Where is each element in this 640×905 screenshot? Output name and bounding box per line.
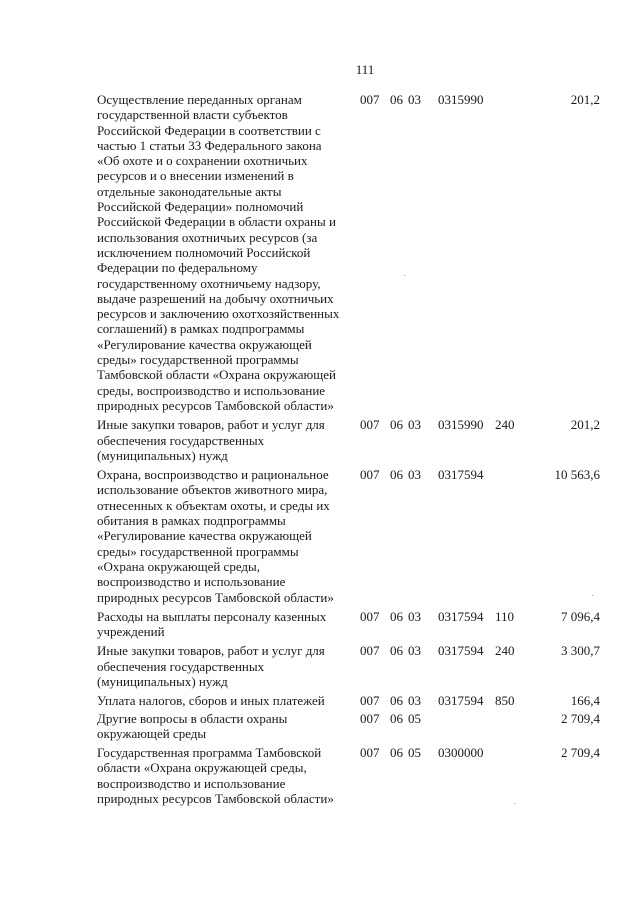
table-row <box>97 745 606 806</box>
amount: 10 563,6 <box>554 467 600 483</box>
ministry-code: 007 <box>360 643 380 659</box>
scan-speck <box>404 275 405 276</box>
table-row <box>97 693 606 708</box>
amount: 7 096,4 <box>561 608 600 624</box>
amount: 2 709,4 <box>561 745 600 761</box>
scan-speck <box>514 803 515 804</box>
subsection-code: 05 <box>408 745 421 761</box>
ministry-code: 007 <box>360 745 380 761</box>
expense-type-code: 240 <box>495 417 515 433</box>
ministry-code: 007 <box>360 467 380 483</box>
target-article-code: 0317594 <box>438 643 484 659</box>
expense-name: Уплата налогов, сборов и иных платежей <box>97 693 325 709</box>
scan-speck <box>592 595 593 596</box>
table-row <box>97 711 606 742</box>
ministry-code: 007 <box>360 92 380 107</box>
target-article-code: 0317594 <box>438 467 484 483</box>
expense-type-code: 850 <box>495 693 515 709</box>
subsection-code: 03 <box>408 643 421 659</box>
subsection-code: 03 <box>408 467 421 483</box>
table-row <box>97 609 606 640</box>
section-code: 06 <box>390 92 403 107</box>
section-code: 06 <box>390 608 403 624</box>
section-code: 06 <box>390 710 403 726</box>
subsection-code: 03 <box>408 417 421 433</box>
amount: 3 300,7 <box>561 643 600 659</box>
section-code: 06 <box>390 693 403 709</box>
section-code: 06 <box>390 745 403 761</box>
expense-name: Иные закупки товаров, работ и услуг для обеспечения государственных (муниципальных) нужд <box>97 643 325 689</box>
subsection-code: 05 <box>408 710 421 726</box>
ministry-code: 007 <box>360 710 380 726</box>
expense-name: Осуществление переданных органам государственной власти субъектов Российской Федерации в соответствии с частью 1 статьи 33 Федерального закона «Об охоте и о сохранении охотничьих ресурсов и о внесении изменений в отдельные законодательные акты Российской Федерации» полномочий Российской Федерации в области охраны и использования охотничьих ресурсов (за исключением полномочий Российской Федерации по федеральному государственному охотничьему надзору, выдаче разрешений на добычу охотничьих ресурсов и заключению охотхозяйственных соглашений) в рамках подпрограммы «Регулирование качества окружающей среды» государственной программы Тамбовской области «Охрана окружающей среды, воспроизводство и использование природных ресурсов Тамбовской области» <box>97 92 340 413</box>
page-number: 111 <box>355 62 375 77</box>
expense-type-code: 240 <box>495 643 515 659</box>
expense-name: Охрана, воспроизводство и рациональное использование объектов животного мира, отнесенных к объектам охоты, и среды их обитания в рамках подпрограммы «Регулирование качества окружающей среды» государственной программы «Охрана окружающей среды, воспроизводство и использование природных ресурсов Тамбовской области» <box>97 467 334 605</box>
section-code: 06 <box>390 467 403 483</box>
expense-name: Другие вопросы в области охраны окружающей среды <box>97 710 288 741</box>
ministry-code: 007 <box>360 693 380 709</box>
target-article-code: 0300000 <box>438 745 484 761</box>
table-row <box>97 417 606 463</box>
expense-name: Расходы на выплаты персоналу казенных учреждений <box>97 608 327 640</box>
table-row <box>97 92 606 413</box>
expense-name: Иные закупки товаров, работ и услуг для обеспечения государственных (муниципальных) нужд <box>97 417 325 463</box>
target-article-code: 0315990 <box>438 92 484 107</box>
target-article-code: 0315990 <box>438 417 484 433</box>
amount: 201,2 <box>570 417 600 433</box>
amount: 2 709,4 <box>561 710 600 726</box>
target-article-code: 0317594 <box>438 608 484 624</box>
section-code: 06 <box>390 417 403 433</box>
subsection-code: 03 <box>408 693 421 709</box>
budget-table <box>97 92 606 810</box>
subsection-code: 03 <box>408 608 421 624</box>
table-row <box>97 467 606 605</box>
target-article-code: 0317594 <box>438 693 484 709</box>
subsection-code: 03 <box>408 92 421 107</box>
ministry-code: 007 <box>360 608 380 624</box>
expense-name: Государственная программа Тамбовской области «Охрана окружающей среды, воспроизводство и использование природных ресурсов Тамбовской области» <box>97 745 334 807</box>
amount: 166,4 <box>570 693 600 709</box>
section-code: 06 <box>390 643 403 659</box>
expense-type-code: 110 <box>495 608 515 624</box>
table-row <box>97 643 606 689</box>
amount: 201,2 <box>570 92 600 107</box>
ministry-code: 007 <box>360 417 380 433</box>
